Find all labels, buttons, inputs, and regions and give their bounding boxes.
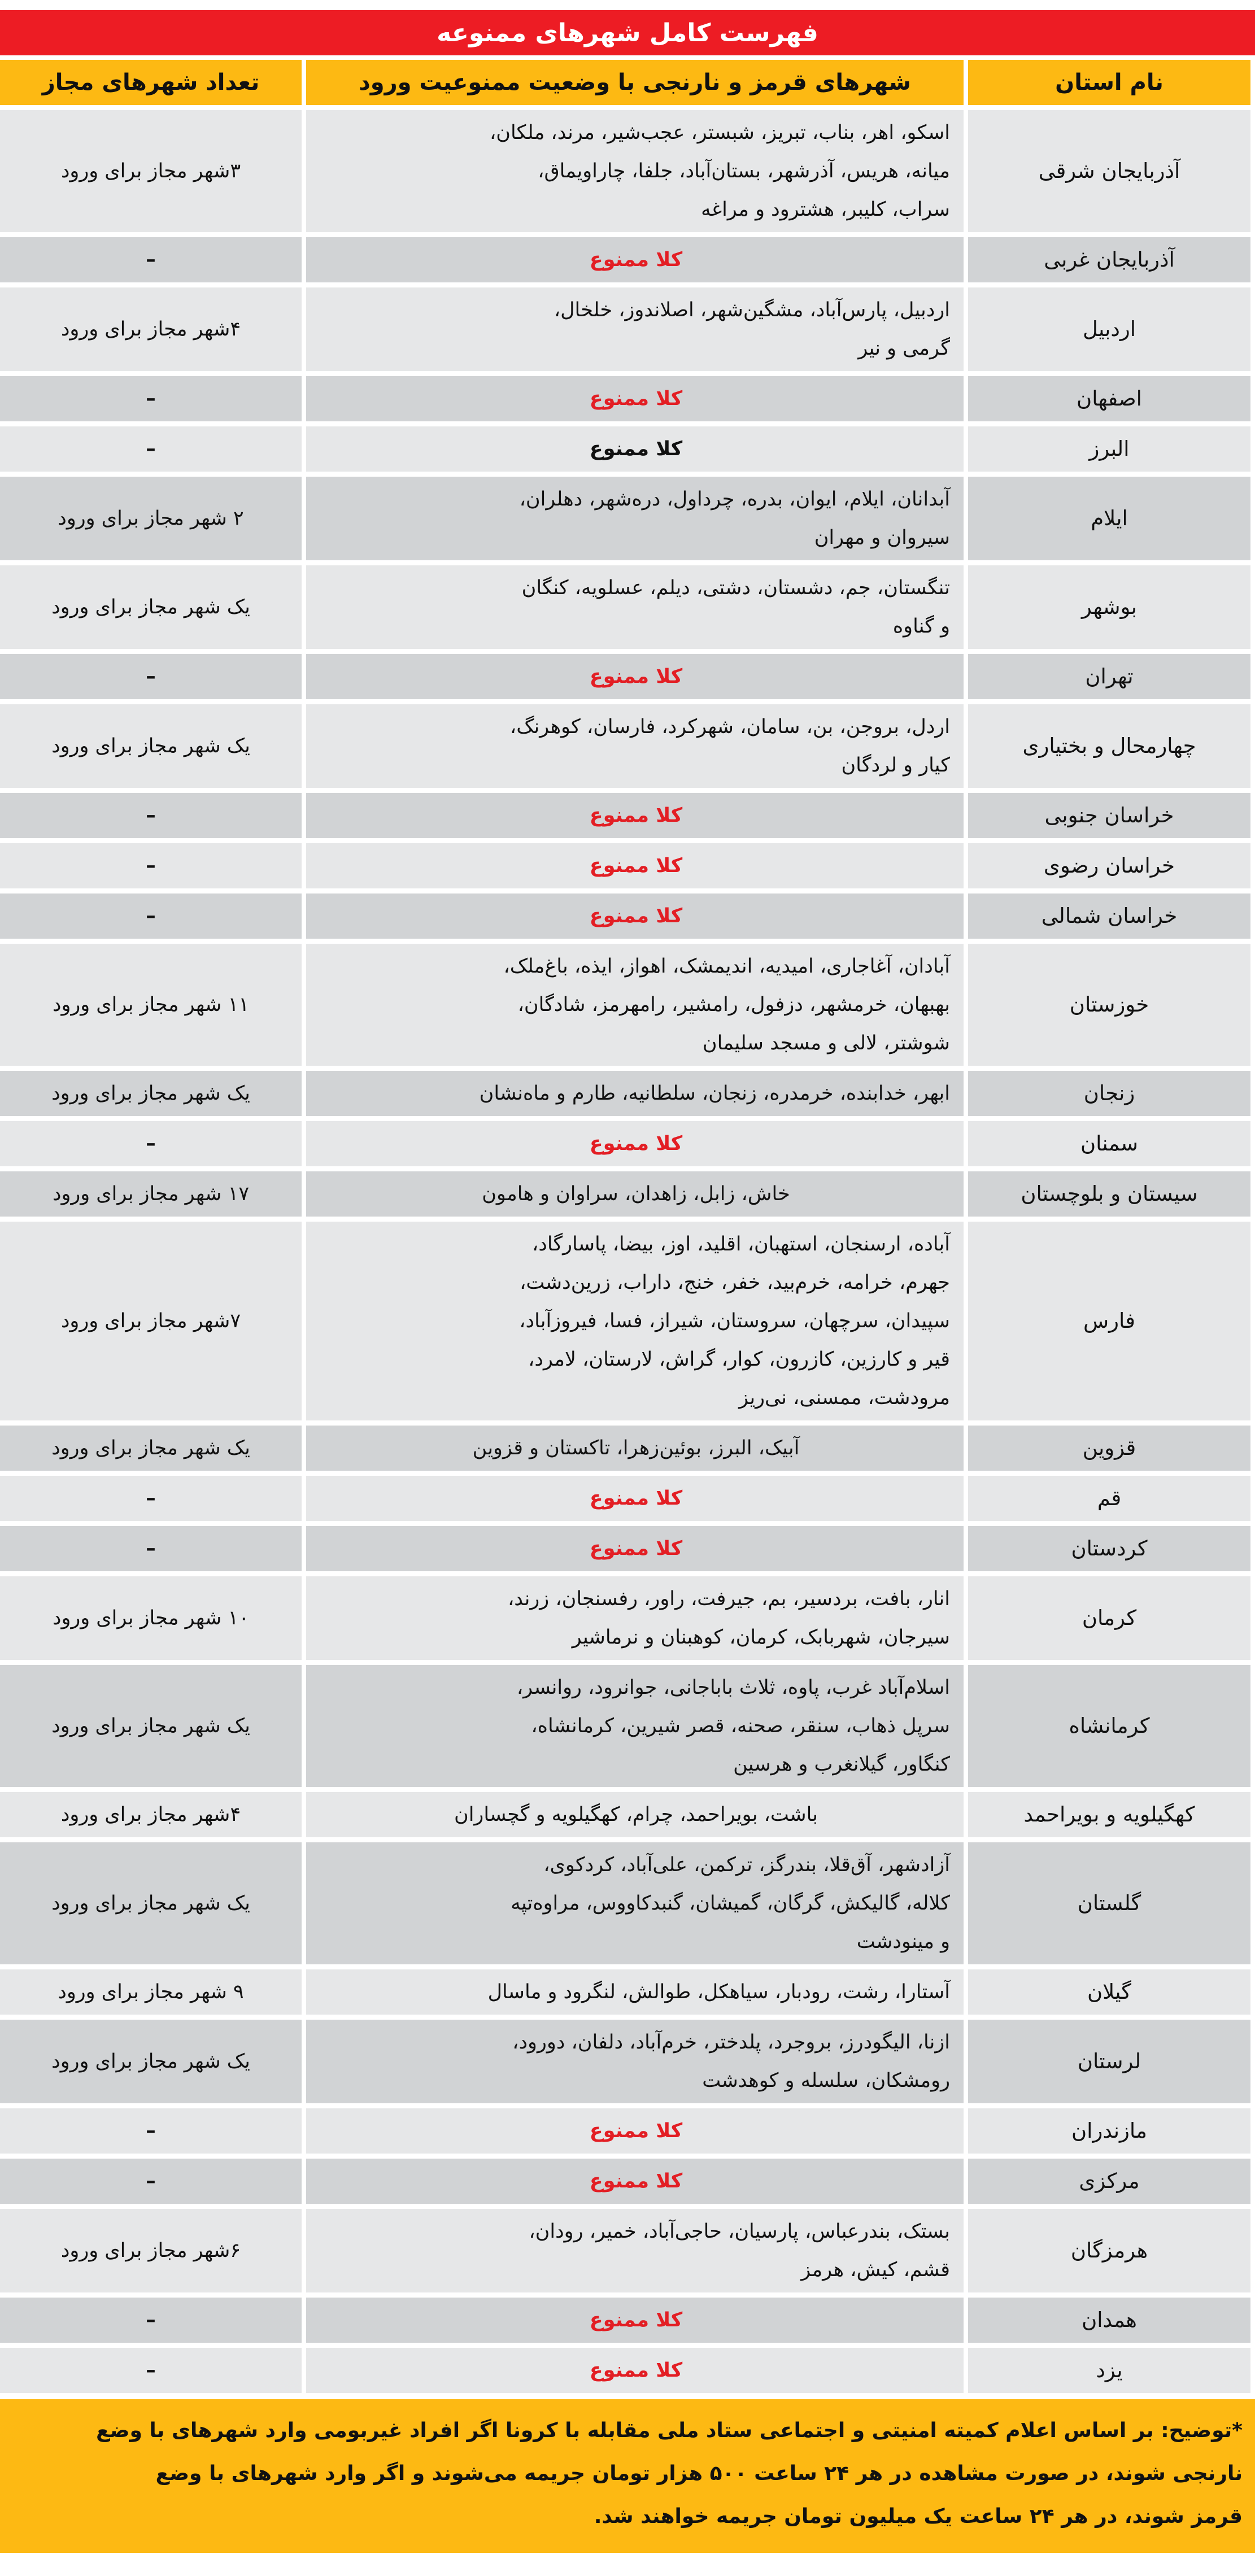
fully-banned-label: کلا ممنوع — [589, 2309, 683, 2331]
cities-cell — [306, 2298, 964, 2343]
allowed-count: – — [0, 426, 302, 472]
table-row — [0, 287, 1250, 371]
allowed-count: – — [0, 1526, 302, 1571]
table-row — [0, 376, 1250, 421]
province-name: خراسان رضوی — [968, 843, 1250, 888]
allowed-count: – — [0, 793, 302, 838]
province-name: زنجان — [968, 1071, 1250, 1116]
cities-cell — [306, 843, 964, 888]
table-row — [0, 1792, 1250, 1837]
cities-line: آبیک، البرز، بوئین‌زهرا، تاکستان و قزوین — [472, 1437, 800, 1459]
province-name: خراسان شمالی — [968, 893, 1250, 939]
cities-cell — [306, 1121, 964, 1166]
cities-cell — [306, 477, 964, 560]
fully-banned-label: کلا ممنوع — [589, 2120, 683, 2142]
province-name: همدان — [968, 2298, 1250, 2343]
allowed-count: یک شهر مجاز برای ورود — [0, 2020, 302, 2103]
cities-line: سرپل ذهاب، سنقر، صحنه، قصر شیرین، کرمانشاه، — [531, 1715, 950, 1737]
province-name: اصفهان — [968, 376, 1250, 421]
header-cities: شهرهای قرمز و نارنجی با وضعیت ممنوعیت ورود — [306, 60, 964, 105]
table-row — [0, 1222, 1250, 1420]
table-row — [0, 654, 1250, 699]
province-name: گلستان — [968, 1842, 1250, 1964]
allowed-count: ۱۰ شهر مجاز برای ورود — [0, 1576, 302, 1660]
allowed-count: یک شهر مجاز برای ورود — [0, 1665, 302, 1787]
cities-cell — [306, 2108, 964, 2154]
cities-line: اردبیل، پارس‌آباد، مشگین‌شهر، اصلاندوز، خلخال، — [554, 299, 950, 321]
table-row — [0, 2108, 1250, 2154]
cities-line: خاش، زابل، زاهدان، سراوان و هامون — [482, 1183, 790, 1205]
table-row — [0, 2298, 1250, 2343]
province-name: کردستان — [968, 1526, 1250, 1571]
table-row — [0, 1476, 1250, 1521]
province-name: مازندران — [968, 2108, 1250, 2154]
province-name: ایلام — [968, 477, 1250, 560]
table-row — [0, 1426, 1250, 1471]
table-row — [0, 2348, 1250, 2393]
cities-line: میانه، هریس، آذرشهر، بستان‌آباد، جلفا، چاراویماق، — [538, 160, 950, 182]
province-name: فارس — [968, 1222, 1250, 1420]
cities-line: جهرم، خرامه، خرم‌بید، خفر، خنج، داراب، زرین‌دشت، — [520, 1271, 950, 1294]
province-name: سمنان — [968, 1121, 1250, 1166]
footnote-line: *توضیح: بر اساس اعلام کمیته امنیتی و اجتماعی ستاد ملی مقابله با کرونا اگر افراد غیربومی وارد شهرهای با وضع — [96, 2419, 1243, 2442]
table-row — [0, 843, 1250, 888]
table-row — [0, 1969, 1250, 2015]
cities-cell — [306, 793, 964, 838]
province-name: خوزستان — [968, 944, 1250, 1066]
table-row — [0, 1665, 1250, 1787]
cities-cell — [306, 376, 964, 421]
allowed-count: یک شهر مجاز برای ورود — [0, 704, 302, 788]
cities-cell — [306, 565, 964, 649]
cities-cell — [306, 110, 964, 232]
allowed-count: ۶شهر مجاز برای ورود — [0, 2209, 302, 2292]
cities-cell — [306, 1526, 964, 1571]
allowed-count: – — [0, 2348, 302, 2393]
cities-line: سیرجان، شهربابک، کرمان، کوهبنان و نرماشیر — [572, 1626, 950, 1649]
cities-line: کلاله، گالیکش، گرگان، گمیشان، گنبدکاووس، مراوه‌تپه — [511, 1892, 950, 1915]
fully-banned-label: کلا ممنوع — [589, 387, 683, 410]
allowed-count: ۲ شهر مجاز برای ورود — [0, 477, 302, 560]
cities-line: و مینودشت — [856, 1930, 950, 1953]
province-name: چهارمحال و بختیاری — [968, 704, 1250, 788]
cities-cell — [306, 1792, 964, 1837]
cities-line: اردل، بروجن، بن، سامان، شهرکرد، فارسان، کوهرنگ، — [509, 716, 950, 738]
cities-cell — [306, 1969, 964, 2015]
province-name: یزد — [968, 2348, 1250, 2393]
cities-cell — [306, 704, 964, 788]
cities-line: تنگستان، جم، دشستان، دشتی، دیلم، عسلویه، کنگان — [521, 577, 950, 599]
cities-cell — [306, 2209, 964, 2292]
cities-line: اسلام‌آباد غرب، پاوه، ثلاث باباجانی، جوانرود، روانسر، — [516, 1676, 950, 1699]
province-name: کهگیلویه و بویراحمد — [968, 1792, 1250, 1837]
cities-line: مرودشت، ممسنی، نی‌ریز — [739, 1387, 950, 1409]
cities-line: ازنا، الیگودرز، بروجرد، پلدختر، خرم‌آباد، دلفان، دورود، — [512, 2031, 950, 2054]
cities-line: انار، بافت، بردسیر، بم، جیرفت، راور، رفسنجان، زرند، — [508, 1588, 950, 1610]
allowed-count: ۷شهر مجاز برای ورود — [0, 1222, 302, 1420]
province-name: کرمانشاه — [968, 1665, 1250, 1787]
footnote-line: قرمز شوند، در هر ۲۴ ساعت یک میلیون تومان جریمه خواهند شد. — [594, 2505, 1243, 2528]
province-name: گیلان — [968, 1969, 1250, 2015]
cities-cell — [306, 1576, 964, 1660]
table-row — [0, 1171, 1250, 1217]
table-row — [0, 1842, 1250, 1964]
table-row — [0, 2209, 1250, 2292]
table-row — [0, 426, 1250, 472]
province-name: سیستان و بلوچستان — [968, 1171, 1250, 1217]
cities-line: آباده، ارسنجان، استهبان، اقلید، اوز، بیضا، پاسارگاد، — [531, 1233, 950, 1256]
footnote — [0, 2399, 1255, 2553]
allowed-count: – — [0, 237, 302, 282]
allowed-count: یک شهر مجاز برای ورود — [0, 565, 302, 649]
cities-line: و گناوه — [892, 615, 950, 638]
cities-line: سیروان و مهران — [814, 526, 950, 549]
province-name: لرستان — [968, 2020, 1250, 2103]
province-name: آذربایجان شرقی — [968, 110, 1250, 232]
allowed-count: – — [0, 893, 302, 939]
cities-line: کنگاور، گیلانغرب و هرسین — [733, 1753, 950, 1776]
cities-cell — [306, 237, 964, 282]
cities-cell — [306, 654, 964, 699]
cities-cell — [306, 1222, 964, 1420]
cities-cell — [306, 2020, 964, 2103]
allowed-count: یک شهر مجاز برای ورود — [0, 1842, 302, 1964]
cities-cell — [306, 287, 964, 371]
cities-cell — [306, 1071, 964, 1116]
allowed-count: – — [0, 2298, 302, 2343]
allowed-count: ۹ شهر مجاز برای ورود — [0, 1969, 302, 2015]
province-name: تهران — [968, 654, 1250, 699]
fully-banned-label: کلا ممنوع — [589, 2170, 683, 2193]
allowed-count: – — [0, 843, 302, 888]
cities-cell — [306, 426, 964, 472]
allowed-count: – — [0, 376, 302, 421]
table-title: فهرست کامل شهرهای ممنوعه — [0, 10, 1255, 55]
province-name: آذربایجان غربی — [968, 237, 1250, 282]
table-row — [0, 1576, 1250, 1660]
cities-line: آبدانان، ایلام، ایوان، بدره، چرداول، دره‌شهر، دهلران، — [519, 488, 950, 511]
cities-cell — [306, 1842, 964, 1964]
fully-banned-label: کلا ممنوع — [589, 249, 683, 271]
fully-banned-label: کلا ممنوع — [589, 1132, 683, 1155]
cities-line: آبادان، آغاجاری، امیدیه، اندیمشک، اهواز، ایذه، باغ‌ملک، — [503, 955, 950, 978]
cities-cell — [306, 2348, 964, 2393]
allowed-count: ۱۷ شهر مجاز برای ورود — [0, 1171, 302, 1217]
allowed-count: ۱۱ شهر مجاز برای ورود — [0, 944, 302, 1066]
cities-cell — [306, 1665, 964, 1787]
allowed-count: ۴شهر مجاز برای ورود — [0, 287, 302, 371]
allowed-count: یک شهر مجاز برای ورود — [0, 1071, 302, 1116]
banned-cities-table — [0, 55, 1255, 2398]
cities-cell — [306, 2159, 964, 2204]
table-row — [0, 1071, 1250, 1116]
table-body — [0, 110, 1250, 2393]
cities-line: شوشتر، لالی و مسجد سلیمان — [702, 1032, 950, 1054]
cities-line: بستک، بندرعباس، پارسیان، حاجی‌آباد، خمیر، رودان، — [529, 2220, 950, 2243]
cities-line: گرمی و نیر — [858, 337, 950, 360]
cities-line: قشم، کیش، هرمز — [801, 2259, 950, 2281]
cities-cell — [306, 1476, 964, 1521]
fully-banned-label: کلا ممنوع — [589, 2359, 683, 2382]
fully-banned-label: کلا ممنوع — [589, 905, 683, 927]
cities-line: سپیدان، سرچهان، سروستان، شیراز، فسا، فیروزآباد، — [519, 1310, 950, 1332]
table-row — [0, 237, 1250, 282]
table-row — [0, 2159, 1250, 2204]
cities-line: قیر و کارزین، کازرون، کوار، گراش، لارستان، لامرد، — [528, 1348, 950, 1371]
header-row — [0, 60, 1250, 105]
province-name: هرمزگان — [968, 2209, 1250, 2292]
table-row — [0, 1526, 1250, 1571]
province-name: اردبیل — [968, 287, 1250, 371]
province-name: قزوین — [968, 1426, 1250, 1471]
header-count: تعداد شهرهای مجاز — [0, 60, 302, 105]
cities-line: آستارا، رشت، رودبار، سیاهکل، طوالش، لنگرود و ماسال — [487, 1981, 950, 2003]
cities-cell — [306, 893, 964, 939]
allowed-count: – — [0, 654, 302, 699]
province-name: کرمان — [968, 1576, 1250, 1660]
table-row — [0, 944, 1250, 1066]
table-row — [0, 704, 1250, 788]
cities-line: کیار و لردگان — [841, 754, 950, 777]
province-name: بوشهر — [968, 565, 1250, 649]
cities-line: سراب، کلیبر، هشترود و مراغه — [701, 198, 950, 221]
cities-line: آزادشهر، آق‌قلا، بندرگز، ترکمن، علی‌آباد، کردکوی، — [543, 1854, 950, 1876]
allowed-count: – — [0, 2159, 302, 2204]
fully-banned-label: کلا ممنوع — [589, 855, 683, 877]
allowed-count: یک شهر مجاز برای ورود — [0, 1426, 302, 1471]
province-name: قم — [968, 1476, 1250, 1521]
allowed-count: – — [0, 1121, 302, 1166]
cities-cell — [306, 1426, 964, 1471]
cities-line: رومشکان، سلسله و کوهدشت — [702, 2069, 950, 2092]
allowed-count: – — [0, 1476, 302, 1521]
fully-banned-label: کلا ممنوع — [589, 1537, 683, 1560]
province-name: البرز — [968, 426, 1250, 472]
cities-line: اسکو، اهر، بناب، تبریز، شبستر، عجب‌شیر، مرند، ملکان، — [489, 121, 950, 144]
table-row — [0, 477, 1250, 560]
allowed-count: ۳شهر مجاز برای ورود — [0, 110, 302, 232]
cities-line: باشت، بویراحمد، چرام، کهگیلویه و گچساران — [454, 1803, 818, 1826]
allowed-count: – — [0, 2108, 302, 2154]
table-row — [0, 565, 1250, 649]
allowed-count: ۴شهر مجاز برای ورود — [0, 1792, 302, 1837]
cities-cell — [306, 1171, 964, 1217]
cities-line: بهبهان، خرمشهر، دزفول، رامشیر، رامهرمز، شادگان، — [517, 993, 950, 1016]
footnote-line: نارنجی شوند، در صورت مشاهده در هر ۲۴ ساعت ۵۰۰ هزار تومان جریمه می‌شوند و اگر وارد شهرهای با وضع — [155, 2462, 1243, 2485]
fully-banned-label: کلا ممنوع — [589, 665, 683, 688]
header-province: نام استان — [968, 60, 1250, 105]
province-name: مرکزی — [968, 2159, 1250, 2204]
table-row — [0, 1121, 1250, 1166]
fully-banned-label: کلا ممنوع — [589, 1487, 683, 1510]
table-row — [0, 893, 1250, 939]
fully-banned-label: کلا ممنوع — [589, 804, 683, 827]
table-row — [0, 2020, 1250, 2103]
cities-line: ابهر، خدابنده، خرمدره، زنجان، سلطانیه، طارم و ماه‌نشان — [479, 1082, 950, 1105]
province-name: خراسان جنوبی — [968, 793, 1250, 838]
cities-cell — [306, 944, 964, 1066]
table-row — [0, 110, 1250, 232]
fully-banned-label: کلا ممنوع — [589, 438, 683, 460]
table-row — [0, 793, 1250, 838]
